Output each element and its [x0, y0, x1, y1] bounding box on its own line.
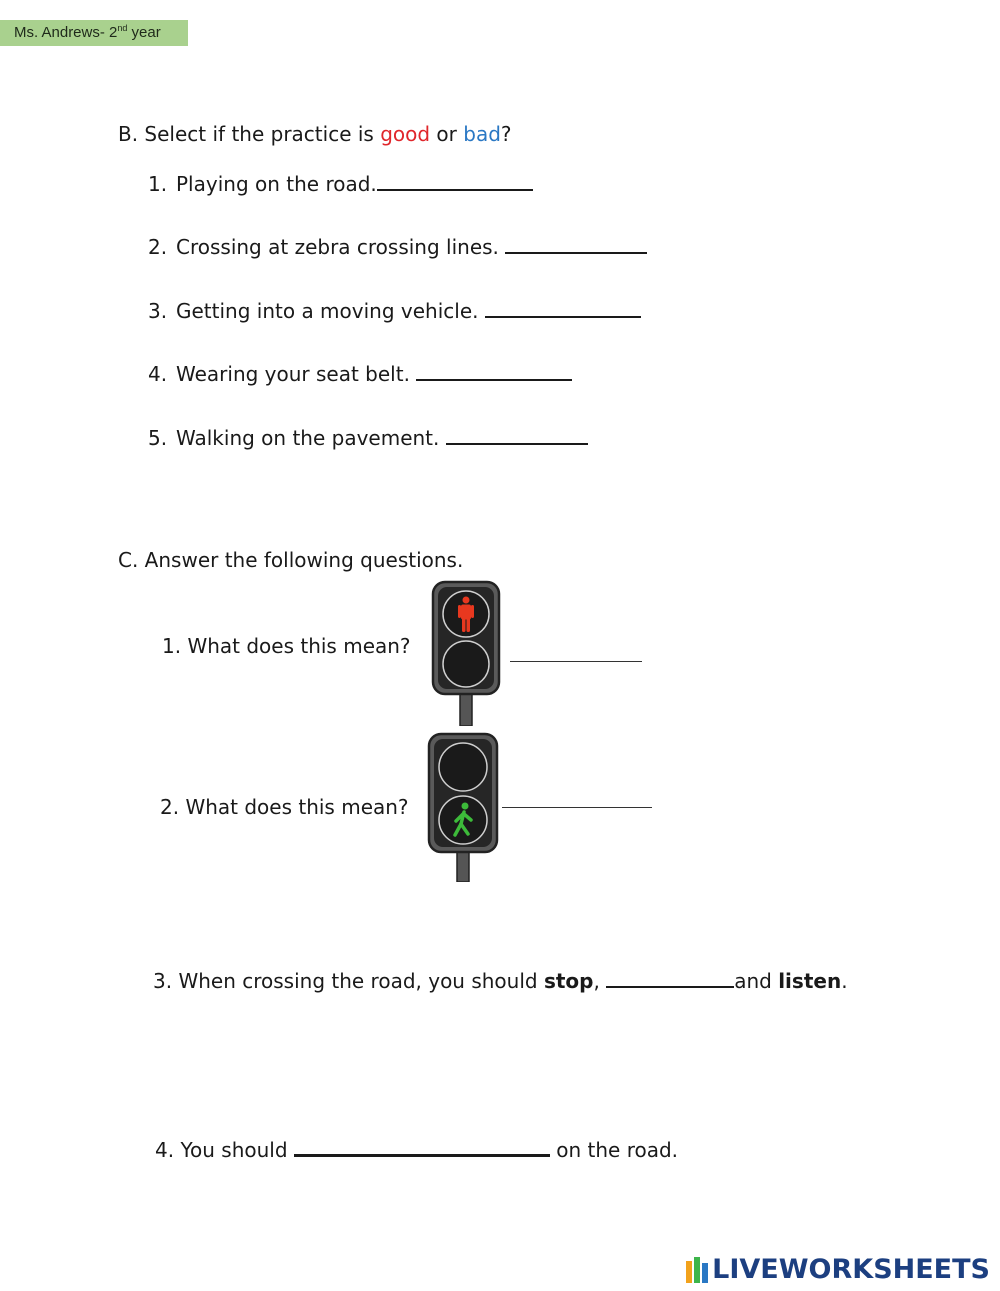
answer-blank-2[interactable]: [505, 232, 647, 254]
question-1: 1. What does this mean?: [162, 634, 411, 658]
answer-blank-3[interactable]: [485, 296, 641, 318]
practice-item-4: 4. Wearing your seat belt.: [148, 359, 572, 388]
teacher-tag: Ms. Andrews- 2nd year: [0, 20, 188, 46]
brand-name: LIVEWORKSHEETS: [712, 1254, 990, 1285]
practice-item-1: 1. Playing on the road.: [148, 169, 533, 198]
section-b-title: B. Select if the practice is good or bad?: [118, 122, 512, 146]
practice-item-5: 5. Walking on the pavement.: [148, 423, 588, 452]
green-pedestrian-signal: [426, 732, 502, 882]
answer-blank-1[interactable]: [377, 169, 533, 191]
answer-blank-4[interactable]: [416, 359, 572, 381]
answer-blank-q2[interactable]: [502, 807, 652, 808]
red-pedestrian-signal: [430, 580, 504, 726]
answer-blank-q4[interactable]: [294, 1134, 550, 1157]
question-2: 2. What does this mean?: [160, 795, 409, 819]
liveworksheets-mark-icon: [686, 1257, 708, 1283]
practice-item-2: 2. Crossing at zebra crossing lines.: [148, 232, 647, 261]
practice-item-3: 3. Getting into a moving vehicle.: [148, 296, 641, 325]
answer-blank-5[interactable]: [446, 423, 588, 445]
liveworksheets-logo: [686, 1254, 990, 1285]
answer-blank-q1[interactable]: [510, 661, 642, 662]
bad-word: bad: [463, 122, 501, 146]
answer-blank-q3[interactable]: [606, 966, 734, 988]
good-word: good: [380, 122, 431, 146]
question-3: 3. When crossing the road, you should stop, and listen.: [153, 966, 848, 995]
question-4: 4. You should on the road.: [155, 1134, 678, 1164]
section-c-title: C. Answer the following questions.: [118, 548, 464, 572]
